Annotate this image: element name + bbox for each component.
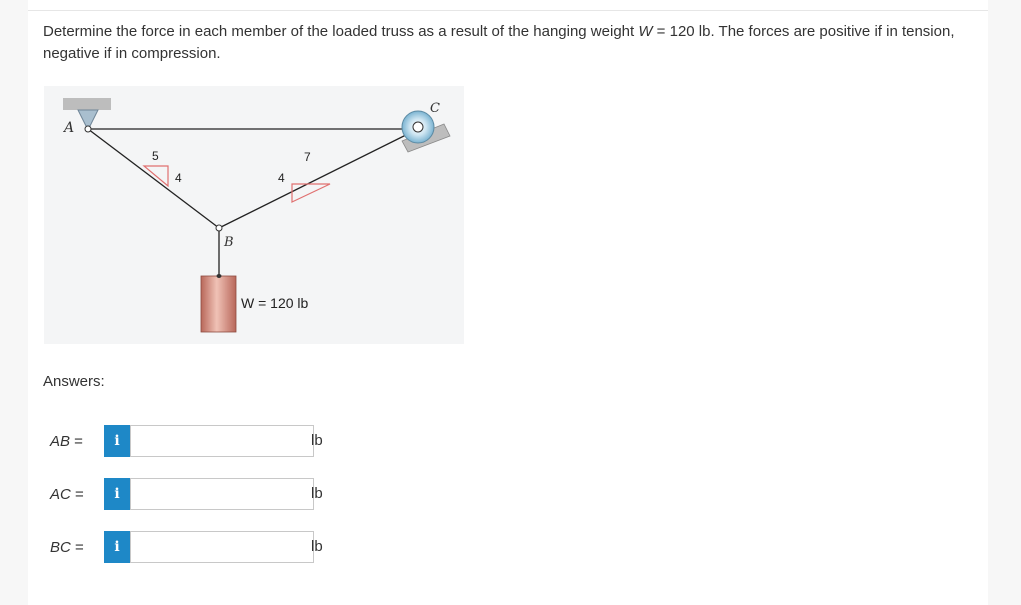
answer-label-ab bbox=[50, 433, 83, 450]
answer-row-bc bbox=[0, 531, 400, 565]
answer-input-bc[interactable] bbox=[130, 531, 314, 563]
slope-left-hyp: 5 bbox=[152, 149, 159, 163]
answer-eq-ab: = bbox=[70, 433, 83, 450]
slope-triangle-right bbox=[292, 184, 330, 202]
answers-heading: Answers: bbox=[43, 373, 105, 390]
weight-symbol: W bbox=[638, 23, 653, 40]
answer-eq-ac: = bbox=[70, 486, 84, 503]
hanging-weight bbox=[201, 276, 236, 332]
slope-triangle-left bbox=[144, 166, 168, 186]
answer-eq-bc: = bbox=[70, 539, 84, 556]
answer-input-ab[interactable] bbox=[130, 425, 314, 457]
truss-figure bbox=[44, 86, 464, 344]
pin-b bbox=[216, 225, 222, 231]
left-margin bbox=[0, 0, 28, 605]
slope-left-leg: 4 bbox=[175, 171, 182, 185]
answer-var-bc: BC bbox=[50, 539, 71, 556]
pin-bracket-a bbox=[78, 110, 98, 126]
unit-label-ac: lb bbox=[311, 485, 323, 502]
answer-input-ac[interactable] bbox=[130, 478, 314, 510]
label-c: C bbox=[430, 101, 440, 116]
answer-var-ab: AB bbox=[50, 433, 71, 450]
weight-label: W = 120 lb bbox=[241, 295, 309, 311]
info-button-ab[interactable]: i bbox=[104, 425, 130, 457]
ceiling-support bbox=[63, 98, 111, 110]
right-margin bbox=[988, 0, 1021, 605]
truss-diagram bbox=[44, 86, 464, 344]
weight-hook bbox=[217, 274, 222, 278]
question-text bbox=[43, 21, 963, 65]
label-b: B bbox=[224, 235, 234, 250]
unit-label-ab: lb bbox=[311, 432, 323, 449]
question-text-before: Determine the force in each member of the loaded truss as a result of the hanging weight bbox=[43, 23, 639, 40]
answer-label-bc bbox=[50, 539, 84, 556]
pin-a bbox=[85, 126, 91, 132]
answer-label-ac bbox=[50, 486, 84, 503]
slope-right-hyp: 7 bbox=[304, 150, 311, 164]
answer-var-ac: AC bbox=[50, 486, 71, 503]
info-button-ac[interactable]: i bbox=[104, 478, 130, 510]
slope-right-leg: 4 bbox=[278, 171, 285, 185]
top-divider bbox=[28, 10, 988, 11]
pulley-axle bbox=[413, 122, 423, 132]
answer-row-ab bbox=[0, 425, 400, 459]
label-a: A bbox=[64, 120, 75, 136]
unit-label-bc: lb bbox=[311, 538, 323, 555]
question-text-after: = 120 lb. The forces are positive if in tension, negative if in compression. bbox=[43, 23, 955, 62]
info-button-bc[interactable]: i bbox=[104, 531, 130, 563]
member-ab bbox=[88, 129, 219, 228]
answer-row-ac bbox=[0, 478, 400, 512]
member-bc bbox=[219, 129, 418, 228]
